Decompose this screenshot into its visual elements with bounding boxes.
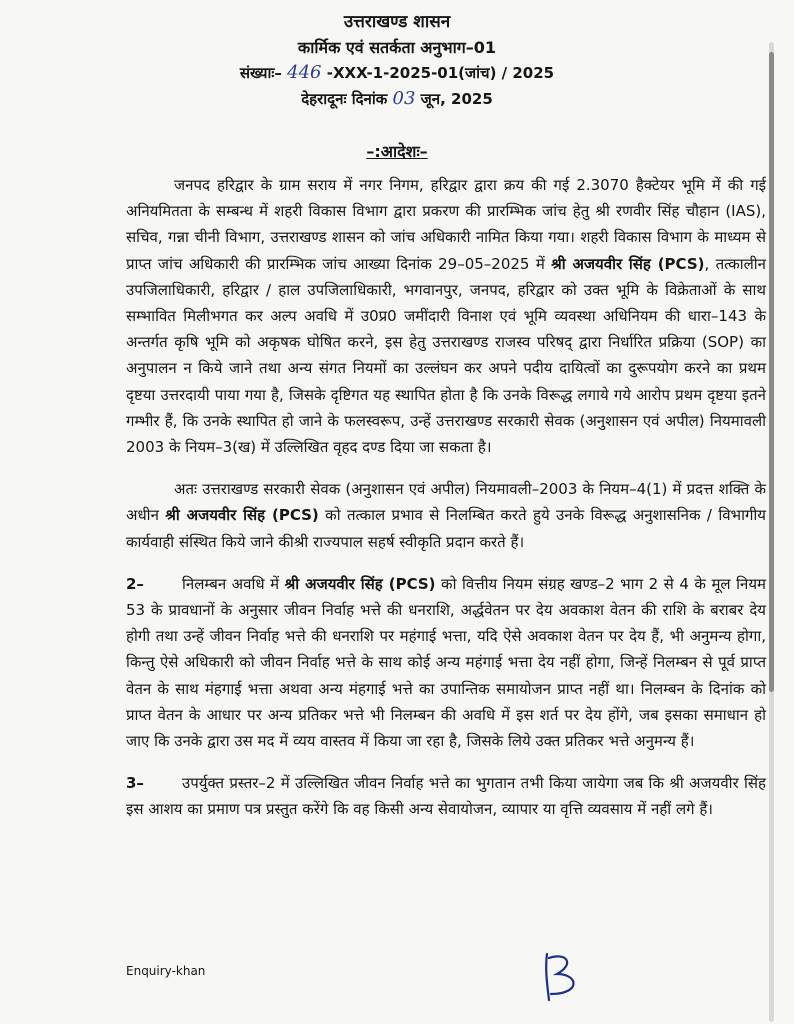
file-note: Enquiry-khan (126, 964, 206, 978)
date-prefix: देहरादूनः दिनांक (301, 90, 388, 108)
scrollbar-thumb[interactable] (769, 52, 774, 692)
officer-name: श्री अजयवीर सिंह (PCS) (551, 254, 705, 273)
para2-text-b: को तत्काल प्रभाव से निलम्बित करते हुये उनके विरूद्ध अनुशासनिक / विभागीय कार्यवाही संस्थित किये जाने कीश्री राज्यपाल सहर्ष स्वीकृति प्रदान करते हैं। (126, 506, 767, 551)
order-body (126, 172, 766, 839)
para4-text: उपर्युक्त प्रस्तर–2 में उल्लिखित जीवन निर्वाह भत्ते का भुगतान तभी किया जायेगा जब कि श्री अजयवीर सिंह इस आशय का प्रमाण पत्र प्रस्तुत करेंगे कि वह किसी अन्य सेवायोजन, व्यापार या वृत्ति व्यवसाय में नहीं लगे हैं। (126, 774, 766, 819)
para1-text-a: जनपद हरिद्वार के ग्राम सराय में नगर निगम, हरिद्वार द्वारा क्रय की गई 2.3070 हैक्टेयर भूमि में की गई अनियमितता के सम्बन्ध में शहरी विकास विभाग द्वारा प्रकरण की प्रारम्भिक जांच हेतु श्री रणवीर सिंह चौहान (IAS), सचिव, गन्ना चीनी विभाग, उत्तराखण्ड शासन को जांच अधिकारी नामित किया गया। शहरी विकास विभाग के माध्यम से प्राप्त जांच अधिकारी की प्रारम्भिक जांच आख्या दिनांक 29–05–2025 में (126, 176, 766, 273)
date-suffix: जून, 2025 (420, 90, 493, 108)
officer-name: श्री अजयवीर सिंह (PCS) (165, 506, 319, 525)
signature-initials (535, 948, 595, 1008)
ref-suffix: -XXX-1-2025-01(जांच) / 2025 (326, 64, 555, 82)
department-name: उत्तराखण्ड शासन (343, 12, 451, 32)
reference-number (0, 60, 794, 86)
paragraph-4 (126, 770, 766, 822)
para3-number: 2– (126, 574, 144, 593)
letterhead (0, 10, 794, 112)
signature-mark (535, 948, 595, 1004)
para1-text-b: , तत्कालीन उपजिलाधिकारी, हरिद्वार / हाल उपजिलाधिकारी, भगवानपुर, जनपद, हरिद्वार को उक्त भूमि के विक्रेताओं के साथ सम्भावित मिलीभगत कर अल्प अवधि में उ0प्र0 जमींदारी विनाश एवं भूमि व्यवस्था अधिनियम की धारा–143 के अन्तर्गत कृषि भूमि को अकृषक घोषित करने, इस हेतु उत्तराखण्ड राजस्व परिषद् द्वारा निर्धारित प्रक्रिया (SOP) का अनुपालन न किये जाने तथा अन्य संगत नियमों का उल्लंघन कर अपने पदीय दायित्वों का दुरूपयोग करने का प्रथम दृष्टया उत्तरदायी पाया गया है, जिसके दृष्टिगत यह स्थापित होता है कि उनके विरूद्ध लगाये गये आरोप प्रथम दृष्टया इतने गम्भीर हैं, कि उनके स्थापित हो जाने के फलस्वरूप, उन्हें उत्तराखण्ड सरकारी सेवक (अनुशासन एवं अपील) नियमावली 2003 के नियम–3(ख) में उल्लिखित वृहद दण्ड दिया जा सकता है। (126, 254, 767, 457)
order-date (0, 86, 794, 112)
section-name: कार्मिक एवं सतर्कता अनुभाग–01 (297, 38, 497, 57)
ref-prefix: संख्याः– (239, 64, 282, 82)
para3-text-b: को वित्तीय नियम संग्रह खण्ड–2 भाग 2 से 4 के मूल नियम 53 के प्रावधानों के अनुसार जीवन निर्वाह भत्ते की धनराशि, अर्द्धवेतन पर देय अवकाश वेतन की राशि के बराबर देय होगी तथा उन्हें जीवन निर्वाह भत्ते की धनराशि पर महंगाई भत्ता, यदि ऐसे अवकाश वेतन पर देय हैं, भी अनुमन्य होगा, किन्तु ऐसे अधिकारी को जीवन निर्वाह भत्ते के साथ कोई अन्य महंगाई भत्ता देय नहीं होगा, जिन्हें निलम्बन से पूर्व प्राप्त वेतन के साथ मंहगाई भत्ता अथवा अन्य मंहगाई भत्ते का उपान्तिक समायोजन प्राप्त नहीं था। निलम्बन के दिनांक को प्राप्त वेतन के आधार पर अन्य प्रतिकर भत्ते भी निलम्बन की अवधि में इस शर्त पर देय होंगे, जब इसका समाधान हो जाए कि उनके द्वारा उस मद में व्यय वास्तव में किया जा रहा है, जिसके लिये उक्त प्रतिकर भत्ते अनुमन्य हैं। (126, 574, 766, 751)
para2-text-a: अतः उत्तराखण्ड सरकारी सेवक (अनुशासन एवं अपील) नियमावली–2003 के नियम–4(1) में प्रदत्त शक्ति के अधीन (126, 480, 766, 525)
order-title: –:आदेशः– (366, 142, 428, 161)
paragraph-3 (126, 571, 766, 754)
para4-number: 3– (126, 774, 144, 793)
ref-handwritten-number: 446 (287, 62, 322, 83)
paragraph-2 (126, 476, 766, 555)
date-handwritten-day: 03 (392, 88, 416, 109)
paragraph-1 (126, 172, 766, 460)
para3-text-a: निलम्बन अवधि में (182, 574, 285, 593)
officer-name: श्री अजयवीर सिंह (PCS) (284, 574, 436, 593)
